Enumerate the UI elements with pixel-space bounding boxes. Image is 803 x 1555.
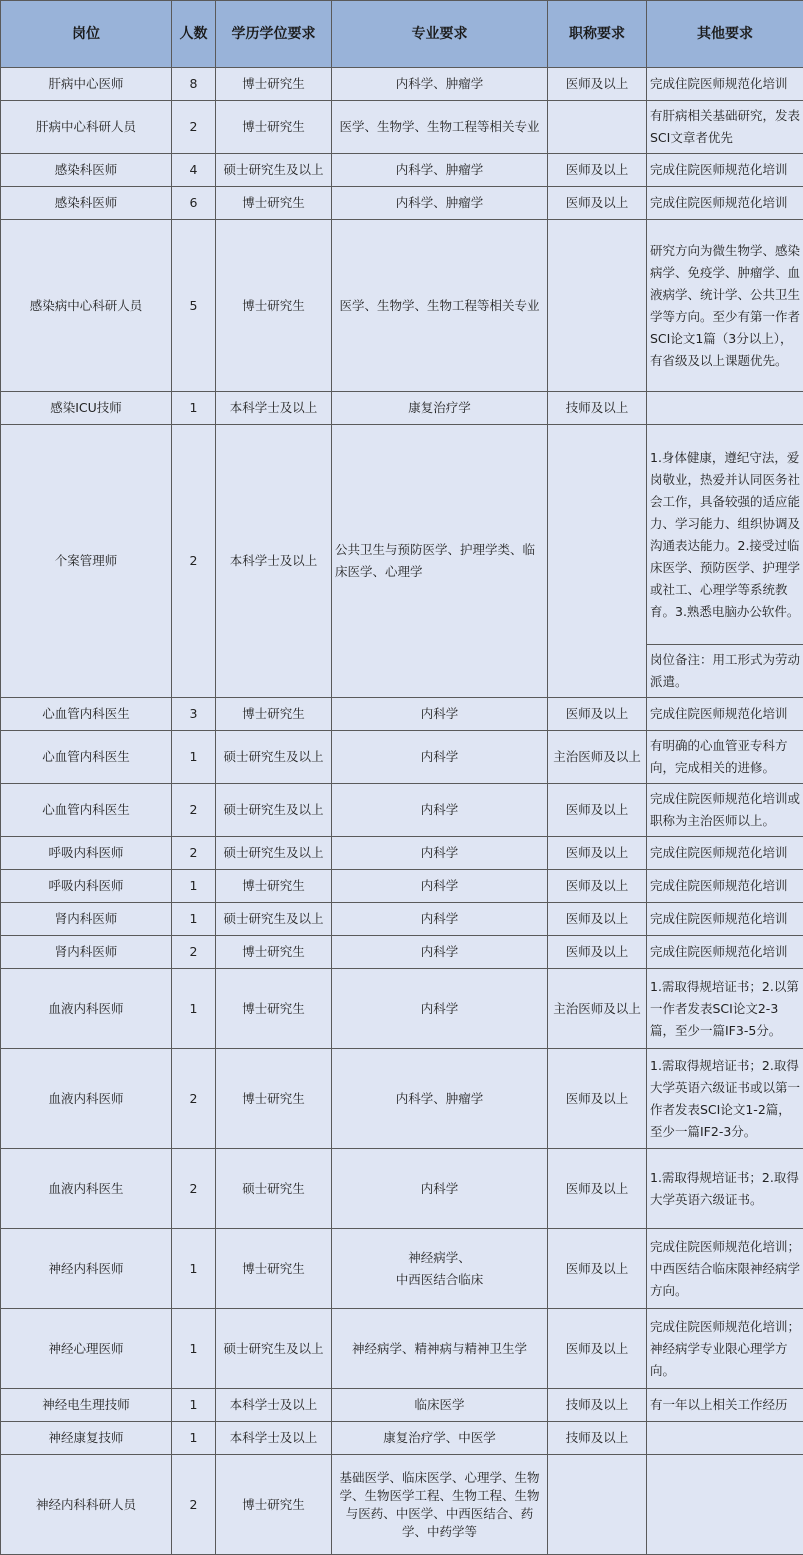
cell-education: 硕士研究生及以上 xyxy=(216,784,332,837)
cell-position: 感染ICU技师 xyxy=(1,392,172,425)
cell-major: 公共卫生与预防医学、护理学类、临床医学、心理学 xyxy=(332,425,548,698)
cell-count: 2 xyxy=(172,784,216,837)
table-row xyxy=(1,870,803,903)
cell-other: 1.需取得规培证书；2.取得大学英语六级证书或以第一作者发表SCI论文1-2篇，至少一篇IF2-3分。 xyxy=(647,1049,803,1149)
cell-major: 内科学 xyxy=(332,784,548,837)
cell-title: 医师及以上 xyxy=(548,1149,647,1229)
cell-position: 呼吸内科医师 xyxy=(1,837,172,870)
cell-education: 本科学士及以上 xyxy=(216,392,332,425)
cell-position: 血液内科医生 xyxy=(1,1149,172,1229)
cell-major-line: 中西医结合临床 xyxy=(335,1269,544,1291)
cell-title: 医师及以上 xyxy=(548,903,647,936)
cell-position: 肝病中心医师 xyxy=(1,68,172,101)
table-row xyxy=(1,1149,803,1229)
cell-count: 1 xyxy=(172,1229,216,1309)
cell-title xyxy=(548,1455,647,1555)
cell-major: 康复治疗学 xyxy=(332,392,548,425)
cell-count: 1 xyxy=(172,903,216,936)
cell-major: 内科学 xyxy=(332,903,548,936)
cell-title xyxy=(548,220,647,392)
cell-education: 硕士研究生及以上 xyxy=(216,1309,332,1389)
cell-title: 医师及以上 xyxy=(548,837,647,870)
table-row xyxy=(1,1049,803,1149)
cell-other xyxy=(647,1455,803,1555)
cell-major xyxy=(332,1229,548,1309)
cell-title xyxy=(548,101,647,154)
cell-major: 内科学 xyxy=(332,936,548,969)
cell-other: 完成住院医师规范化培训；中西医结合临床限神经病学方向。 xyxy=(647,1229,803,1309)
cell-major: 内科学 xyxy=(332,837,548,870)
table-row xyxy=(1,698,803,731)
header-major: 专业要求 xyxy=(332,1,548,68)
cell-major: 内科学、肿瘤学 xyxy=(332,1049,548,1149)
table-row xyxy=(1,68,803,101)
cell-major: 康复治疗学、中医学 xyxy=(332,1422,548,1455)
cell-count: 1 xyxy=(172,1309,216,1389)
cell-major: 内科学、肿瘤学 xyxy=(332,154,548,187)
table-row xyxy=(1,1309,803,1389)
cell-count: 8 xyxy=(172,68,216,101)
cell-position: 感染科医师 xyxy=(1,187,172,220)
cell-title: 医师及以上 xyxy=(548,784,647,837)
table-row xyxy=(1,187,803,220)
cell-other: 研究方向为微生物学、感染病学、免疫学、肿瘤学、血液病学、统计学、公共卫生学等方向。至少有第一作者SCI论文1篇（3分以上），有省级及以上课题优先。 xyxy=(647,220,803,392)
cell-education: 博士研究生 xyxy=(216,1229,332,1309)
cell-other: 完成住院医师规范化培训 xyxy=(647,187,803,220)
cell-major: 内科学、肿瘤学 xyxy=(332,187,548,220)
header-education: 学历学位要求 xyxy=(216,1,332,68)
cell-major: 医学、生物学、生物工程等相关专业 xyxy=(332,101,548,154)
cell-position: 血液内科医师 xyxy=(1,1049,172,1149)
cell-position: 神经电生理技师 xyxy=(1,1389,172,1422)
cell-education: 博士研究生 xyxy=(216,101,332,154)
cell-other: 完成住院医师规范化培训 xyxy=(647,68,803,101)
cell-education: 硕士研究生及以上 xyxy=(216,837,332,870)
table-row xyxy=(1,837,803,870)
table-row xyxy=(1,784,803,837)
cell-education: 博士研究生 xyxy=(216,969,332,1049)
cell-major: 医学、生物学、生物工程等相关专业 xyxy=(332,220,548,392)
cell-education: 博士研究生 xyxy=(216,68,332,101)
cell-major: 基础医学、临床医学、心理学、生物学、生物医学工程、生物工程、生物与医药、中医学、中西医结合、药学、中药学等 xyxy=(332,1455,548,1555)
table-row xyxy=(1,154,803,187)
cell-other-note: 岗位备注：用工形式为劳动派遣。 xyxy=(647,645,803,698)
cell-count: 1 xyxy=(172,870,216,903)
cell-education: 硕士研究生及以上 xyxy=(216,731,332,784)
cell-major: 内科学 xyxy=(332,969,548,1049)
cell-major: 内科学 xyxy=(332,870,548,903)
cell-major: 临床医学 xyxy=(332,1389,548,1422)
header-row xyxy=(1,1,803,68)
cell-title: 技师及以上 xyxy=(548,392,647,425)
cell-other: 完成住院医师规范化培训；神经病学专业限心理学方向。 xyxy=(647,1309,803,1389)
cell-other: 1.需取得规培证书；2.以第一作者发表SCI论文2-3篇，至少一篇IF3-5分。 xyxy=(647,969,803,1049)
cell-education: 博士研究生 xyxy=(216,936,332,969)
cell-other: 1.身体健康，遵纪守法，爱岗敬业，热爱并认同医务社会工作，具备较强的适应能力、学习能力、组织协调及沟通表达能力。2.接受过临床医学、预防医学、护理学或社工、心理学等系统教育。3.熟悉电脑办公软件。 xyxy=(647,425,803,645)
cell-other: 完成住院医师规范化培训 xyxy=(647,936,803,969)
cell-count: 5 xyxy=(172,220,216,392)
cell-position: 神经康复技师 xyxy=(1,1422,172,1455)
cell-count: 2 xyxy=(172,1049,216,1149)
cell-title: 主治医师及以上 xyxy=(548,731,647,784)
table-row xyxy=(1,1455,803,1555)
cell-count: 4 xyxy=(172,154,216,187)
cell-other: 完成住院医师规范化培训或职称为主治医师以上。 xyxy=(647,784,803,837)
cell-title: 主治医师及以上 xyxy=(548,969,647,1049)
cell-title: 医师及以上 xyxy=(548,1309,647,1389)
cell-major: 内科学 xyxy=(332,731,548,784)
cell-other: 完成住院医师规范化培训 xyxy=(647,698,803,731)
cell-major: 内科学 xyxy=(332,1149,548,1229)
cell-count: 1 xyxy=(172,969,216,1049)
cell-count: 1 xyxy=(172,1422,216,1455)
cell-other: 完成住院医师规范化培训 xyxy=(647,870,803,903)
table-row xyxy=(1,1389,803,1422)
cell-count: 6 xyxy=(172,187,216,220)
header-title: 职称要求 xyxy=(548,1,647,68)
table-row xyxy=(1,101,803,154)
cell-title: 医师及以上 xyxy=(548,870,647,903)
cell-count: 2 xyxy=(172,1455,216,1555)
cell-position: 个案管理师 xyxy=(1,425,172,698)
cell-other xyxy=(647,392,803,425)
cell-count: 1 xyxy=(172,1389,216,1422)
header-count: 人数 xyxy=(172,1,216,68)
cell-position: 心血管内科医生 xyxy=(1,784,172,837)
cell-title: 医师及以上 xyxy=(548,154,647,187)
cell-education: 博士研究生 xyxy=(216,1049,332,1149)
cell-education: 博士研究生 xyxy=(216,1455,332,1555)
cell-other: 有一年以上相关工作经历 xyxy=(647,1389,803,1422)
cell-major: 内科学 xyxy=(332,698,548,731)
cell-count: 2 xyxy=(172,1149,216,1229)
cell-position: 感染病中心科研人员 xyxy=(1,220,172,392)
cell-title: 医师及以上 xyxy=(548,698,647,731)
cell-position: 肾内科医师 xyxy=(1,903,172,936)
cell-count: 1 xyxy=(172,392,216,425)
cell-position: 血液内科医师 xyxy=(1,969,172,1049)
cell-count: 2 xyxy=(172,101,216,154)
cell-education: 博士研究生 xyxy=(216,187,332,220)
table-row xyxy=(1,425,803,645)
cell-other xyxy=(647,1422,803,1455)
cell-other: 完成住院医师规范化培训 xyxy=(647,903,803,936)
cell-education: 硕士研究生及以上 xyxy=(216,903,332,936)
table-row xyxy=(1,731,803,784)
header-other: 其他要求 xyxy=(647,1,803,68)
cell-count: 2 xyxy=(172,425,216,698)
table-header xyxy=(1,1,803,68)
cell-position: 肾内科医师 xyxy=(1,936,172,969)
cell-position: 心血管内科医生 xyxy=(1,731,172,784)
cell-other: 有明确的心血管亚专科方向，完成相关的进修。 xyxy=(647,731,803,784)
cell-position: 神经心理医师 xyxy=(1,1309,172,1389)
cell-education: 本科学士及以上 xyxy=(216,1389,332,1422)
cell-education: 博士研究生 xyxy=(216,698,332,731)
cell-education: 博士研究生 xyxy=(216,220,332,392)
cell-other: 1.需取得规培证书；2.取得大学英语六级证书。 xyxy=(647,1149,803,1229)
cell-title: 医师及以上 xyxy=(548,936,647,969)
table-row xyxy=(1,392,803,425)
cell-major: 神经病学、精神病与精神卫生学 xyxy=(332,1309,548,1389)
cell-other: 有肝病相关基础研究，发表SCI文章者优先 xyxy=(647,101,803,154)
cell-other: 完成住院医师规范化培训 xyxy=(647,154,803,187)
cell-other: 完成住院医师规范化培训 xyxy=(647,837,803,870)
cell-position: 神经内科医师 xyxy=(1,1229,172,1309)
header-position: 岗位 xyxy=(1,1,172,68)
cell-count: 1 xyxy=(172,731,216,784)
cell-count: 2 xyxy=(172,837,216,870)
cell-major-line: 神经病学、 xyxy=(335,1247,544,1269)
cell-position: 心血管内科医生 xyxy=(1,698,172,731)
cell-education: 博士研究生 xyxy=(216,870,332,903)
cell-education: 硕士研究生 xyxy=(216,1149,332,1229)
cell-position: 肝病中心科研人员 xyxy=(1,101,172,154)
table-body xyxy=(1,68,803,1555)
cell-title: 医师及以上 xyxy=(548,1049,647,1149)
table-row xyxy=(1,220,803,392)
cell-title xyxy=(548,425,647,698)
cell-major: 内科学、肿瘤学 xyxy=(332,68,548,101)
cell-count: 2 xyxy=(172,936,216,969)
cell-education: 本科学士及以上 xyxy=(216,1422,332,1455)
cell-count: 3 xyxy=(172,698,216,731)
cell-position: 感染科医师 xyxy=(1,154,172,187)
table-row xyxy=(1,1422,803,1455)
cell-education: 硕士研究生及以上 xyxy=(216,154,332,187)
cell-position: 呼吸内科医师 xyxy=(1,870,172,903)
table-row xyxy=(1,969,803,1049)
cell-education: 本科学士及以上 xyxy=(216,425,332,698)
table-row xyxy=(1,936,803,969)
table-row xyxy=(1,903,803,936)
cell-position: 神经内科科研人员 xyxy=(1,1455,172,1555)
table-row xyxy=(1,1229,803,1309)
cell-title: 技师及以上 xyxy=(548,1389,647,1422)
cell-title: 医师及以上 xyxy=(548,1229,647,1309)
cell-title: 医师及以上 xyxy=(548,68,647,101)
cell-title: 医师及以上 xyxy=(548,187,647,220)
cell-title: 技师及以上 xyxy=(548,1422,647,1455)
